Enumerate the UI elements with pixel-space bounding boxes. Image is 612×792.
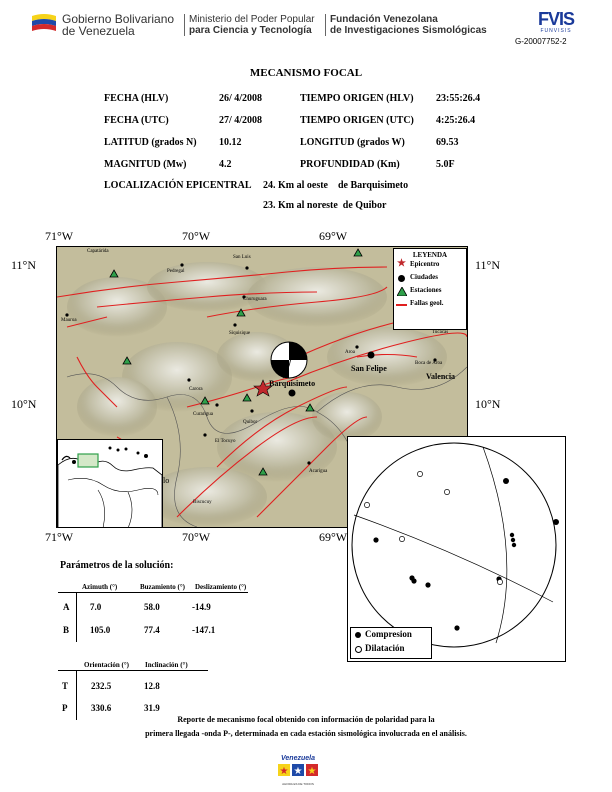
star-icon: ★ <box>397 258 406 269</box>
filled-circle-icon <box>355 632 361 638</box>
fecha-utc-value: 27/ 4/2008 <box>219 115 263 126</box>
map-legend <box>393 248 467 330</box>
ministry-name <box>189 14 315 36</box>
government-name <box>62 13 174 37</box>
fecha-hlv-value: 26/ 4/2008 <box>219 93 263 104</box>
flag-icon <box>30 12 58 34</box>
city-label-san-luis: San Luis <box>233 255 251 260</box>
plane-b-azimuth: 105.0 <box>90 625 111 635</box>
legend-compression-row <box>351 628 431 642</box>
tick-71w-top: 71°W <box>45 229 74 243</box>
plane-a-rake: -14.9 <box>192 602 211 612</box>
fecha-utc-label: FECHA (UTC) <box>104 115 169 126</box>
tick-69w-bottom: 69°W <box>319 530 348 544</box>
gov-line1: Gobierno Bolivariano <box>62 12 175 26</box>
legend-epicenter-row <box>394 259 466 272</box>
tick-70w-bottom: 70°W <box>182 530 211 544</box>
params-header-deslizamiento: Deslizamiento (°) <box>195 583 247 591</box>
p-axis-inclination: 31.9 <box>144 703 160 713</box>
tick-11n-left: 11°N <box>11 258 37 272</box>
city-label-quibor: Quibor <box>243 420 258 425</box>
city-label-carora: Carora <box>189 387 203 392</box>
tick-71w-bottom: 71°W <box>45 530 74 544</box>
stereonet-legend <box>350 627 432 659</box>
header-divider-2 <box>325 14 326 36</box>
t-axis-inclination: 12.8 <box>144 681 160 691</box>
city-label-mauroa: Mauroa <box>61 318 77 323</box>
params-divider-top <box>58 592 248 593</box>
legend-title: LEYENDA <box>412 251 448 259</box>
svg-text:★: ★ <box>307 766 317 777</box>
axes-divider-vertical <box>76 670 77 720</box>
legend-stations: Estaciones <box>410 286 442 294</box>
legend-stations-row <box>394 285 466 298</box>
city-label-churuguara: Churuguara <box>243 297 267 302</box>
document-code: G-20007752-2 <box>515 37 567 46</box>
legend-compression: Compresion <box>365 629 412 639</box>
ministry-line1: Ministerio del Poder Popular <box>189 14 315 25</box>
fecha-hlv-label: FECHA (HLV) <box>104 93 169 104</box>
location-line1: 24. Km al oeste de Barquisimeto <box>263 180 409 191</box>
longitude-label: LONGITUD (grados W) <box>300 137 405 148</box>
depth-label: PROFUNDIDAD (Km) <box>300 159 400 170</box>
footer-line1: Reporte de mecanismo focal obtenido con información de polaridad para la <box>177 715 435 724</box>
p-axis-label: P <box>62 703 68 713</box>
tiempo-utc-value: 4:25:26.4 <box>436 115 476 126</box>
tick-70w-top: 70°W <box>182 229 211 243</box>
legend-cities-row <box>394 272 466 285</box>
city-label-san-felipe: San Felipe <box>351 364 387 373</box>
legend-dilatation-row <box>351 642 431 656</box>
legend-dilatation: Dilatación <box>365 643 405 653</box>
depth-value: 5.0F <box>436 159 455 170</box>
header-divider <box>184 14 185 36</box>
gov-line2: de Venezuela <box>62 24 135 38</box>
inset-map <box>57 439 170 528</box>
stereonet-panel <box>347 436 566 662</box>
axes-header-inclinacion: Inclinación (°) <box>145 661 188 669</box>
city-label-acarigua: Acarigua <box>309 469 328 474</box>
location-label: LOCALIZACIÓN EPICENTRAL <box>104 180 252 191</box>
city-label-valencia: Valencia <box>426 372 456 381</box>
venezuela-logo-text: Venezuela <box>281 755 315 762</box>
tiempo-hlv-value: 23:55:26.4 <box>436 93 481 104</box>
city-label-capatarida: Capatárida <box>87 249 109 254</box>
plane-a-label: A <box>63 602 70 612</box>
svg-text:★: ★ <box>279 766 289 777</box>
foundation-line2: de Investigaciones Sismológicas <box>330 25 487 36</box>
foundation-line1: Fundación Venezolana <box>330 14 438 25</box>
city-label-el-tocuyo: El Tocuyo <box>215 439 236 444</box>
city-label-siquisique: Siquisique <box>229 331 251 336</box>
t-axis-orientation: 232.5 <box>91 681 112 691</box>
location-line2: 23. Km al noreste de Quibor <box>263 200 387 211</box>
params-header-buzamiento: Buzamiento (°) <box>140 583 185 591</box>
city-label-tucacas: Tucacas <box>432 330 449 335</box>
fault-line-icon <box>396 304 407 306</box>
city-label-curarigua: Curarigua <box>193 412 213 417</box>
plane-b-rake: -147.1 <box>192 625 216 635</box>
legend-epicenter: Epicentro <box>410 260 440 268</box>
longitude-value: 69.53 <box>436 137 459 148</box>
params-divider-vertical <box>76 592 77 642</box>
foundation-name <box>330 14 487 36</box>
venezuela-logo <box>276 755 320 785</box>
axes-divider-top <box>58 670 208 671</box>
city-label-aroa: Aroa <box>345 350 355 355</box>
funvisis-logo-text: FVIS <box>537 9 574 29</box>
city-label-boca-aroa: Boca de Aroa <box>415 361 443 366</box>
open-circle-icon <box>355 646 362 653</box>
ministry-line2: para Ciencia y Tecnología <box>189 25 312 36</box>
venezuela-flag-logo <box>30 12 58 34</box>
venezuela-logo-sub: AHORA ES DE TODOS <box>282 782 314 786</box>
city-label-pedregal: Pedregal <box>167 269 185 274</box>
magnitude-label: MAGNITUD (Mw) <box>104 159 187 170</box>
params-title: Parámetros de la solución: <box>60 560 174 571</box>
inset-map-label: lo <box>163 476 170 485</box>
station-triangle-icon <box>397 287 407 296</box>
params-header-azimuth: Azimuth (°) <box>82 583 118 591</box>
footer-line2: primera llegada -onda P-, determinada en cada estación sismológica involucrada en el análisis. <box>145 729 467 738</box>
legend-faults: Fallas geol. <box>410 299 444 307</box>
tiempo-hlv-label: TIEMPO ORIGEN (HLV) <box>300 93 414 104</box>
plane-b-dip: 77.4 <box>144 625 160 635</box>
plane-b-label: B <box>63 625 70 635</box>
legend-cities: Ciudades <box>410 273 439 281</box>
svg-text:★: ★ <box>293 766 303 777</box>
magnitude-value: 4.2 <box>219 159 232 170</box>
p-axis-orientation: 330.6 <box>91 703 112 713</box>
funvisis-logo-sub: FUNVISIS <box>540 28 572 34</box>
tick-69w-top: 69°W <box>319 229 348 243</box>
compression-points <box>373 478 559 631</box>
tiempo-utc-label: TIEMPO ORIGEN (UTC) <box>300 115 414 126</box>
inset-map-graphic <box>58 440 162 528</box>
city-label-biscucuy: Biscucuy <box>193 500 212 505</box>
venezuela-logo-stars-icon <box>276 763 320 777</box>
funvisis-logo <box>530 10 582 34</box>
tick-11n-right: 11°N <box>475 258 501 272</box>
plane-a-azimuth: 7.0 <box>90 602 102 612</box>
legend-faults-row <box>394 298 466 311</box>
plane-a-dip: 58.0 <box>144 602 160 612</box>
tick-10n-right: 10°N <box>475 397 501 411</box>
page-title: MECANISMO FOCAL <box>249 67 363 79</box>
city-dot-icon <box>398 275 405 282</box>
dilatation-points <box>364 471 502 584</box>
latitude-value: 10.12 <box>219 137 242 148</box>
latitude-label: LATITUD (grados N) <box>104 137 197 148</box>
focal-mechanism-beachball <box>271 342 307 378</box>
city-label-barquisimeto: Barquisimeto <box>269 379 316 388</box>
axes-header-orientacion: Orientación (°) <box>84 661 129 669</box>
tick-10n-left: 10°N <box>11 397 37 411</box>
t-axis-label: T <box>62 681 69 691</box>
